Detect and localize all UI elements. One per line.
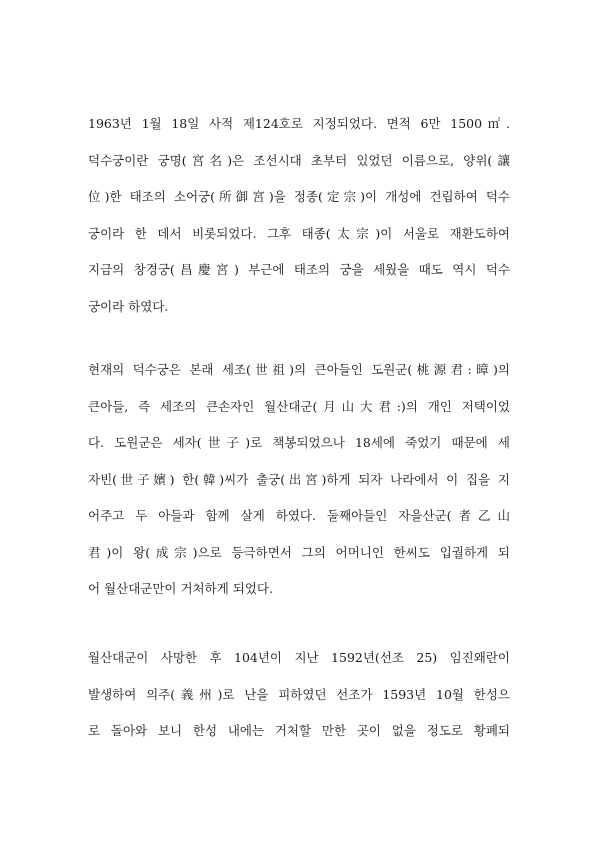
text-line: 君)이 왕(成宗)으로 등극하면서 그의 어머니인 한씨도 입궐하게 되 (88, 544, 510, 560)
paragraph-designation-history (88, 116, 510, 315)
text-line: 현재의 덕수궁은 본래 세조(世祖)의 큰아들인 도원군(桃源君:暲)의 (88, 362, 510, 377)
text-line: 월산대군이 사망한 후 104년이 지난 1592년(선조 25) 임진왜란이 (88, 650, 510, 665)
text-line: 자빈(世子嬪) 한(韓)씨가 출궁(出宮)하게 되자 나라에서 이 집을 지 (88, 471, 510, 487)
text-line: 어 월산대군만이 거처하게 되었다. (88, 581, 273, 596)
text-line: 궁이라 하였다. (88, 298, 169, 314)
text-line: 궁이라 한 데서 비롯되었다. 그후 태종(太宗)이 서울로 재환도하여 (88, 225, 510, 241)
text-line: 位)한 태조의 소어궁(所御宮)을 정종(定宗)이 개성에 건립하여 덕수 (88, 189, 510, 204)
text-line: 큰아들, 즉 세조의 큰손자인 월산대군(月山大君:)의 개인 저택이었 (88, 398, 510, 414)
paragraph-imjin-war (88, 650, 510, 739)
paragraph-origin-residence (88, 362, 510, 597)
text-line: 발생하여 의주(義州)로 난을 피하였던 선조가 1593년 10월 한성으 (88, 686, 510, 702)
text-line: 어주고 두 아들과 함께 살게 하였다. 둘째아들인 자을산군(者乙山 (88, 508, 510, 523)
text-line: 다. 도원군은 세자(世子)로 책봉되었으나 18세에 죽었기 때문에 세 (88, 435, 510, 450)
text-line: 로 돌아와 보니 한성 내에는 거처할 만한 곳이 없을 정도로 황폐되 (88, 723, 510, 738)
text-line: 1963년 1월 18일 사적 제124호로 지정되었다. 면적 6만 1500㎡. (88, 116, 510, 131)
text-line: 덕수궁이란 궁명(宮名)은 조선시대 초부터 있었던 이름으로, 양위(讓 (88, 152, 510, 168)
text-line: 지금의 창경궁(昌慶宮) 부근에 태조의 궁을 세웠을 때도 역시 덕수 (88, 262, 510, 277)
